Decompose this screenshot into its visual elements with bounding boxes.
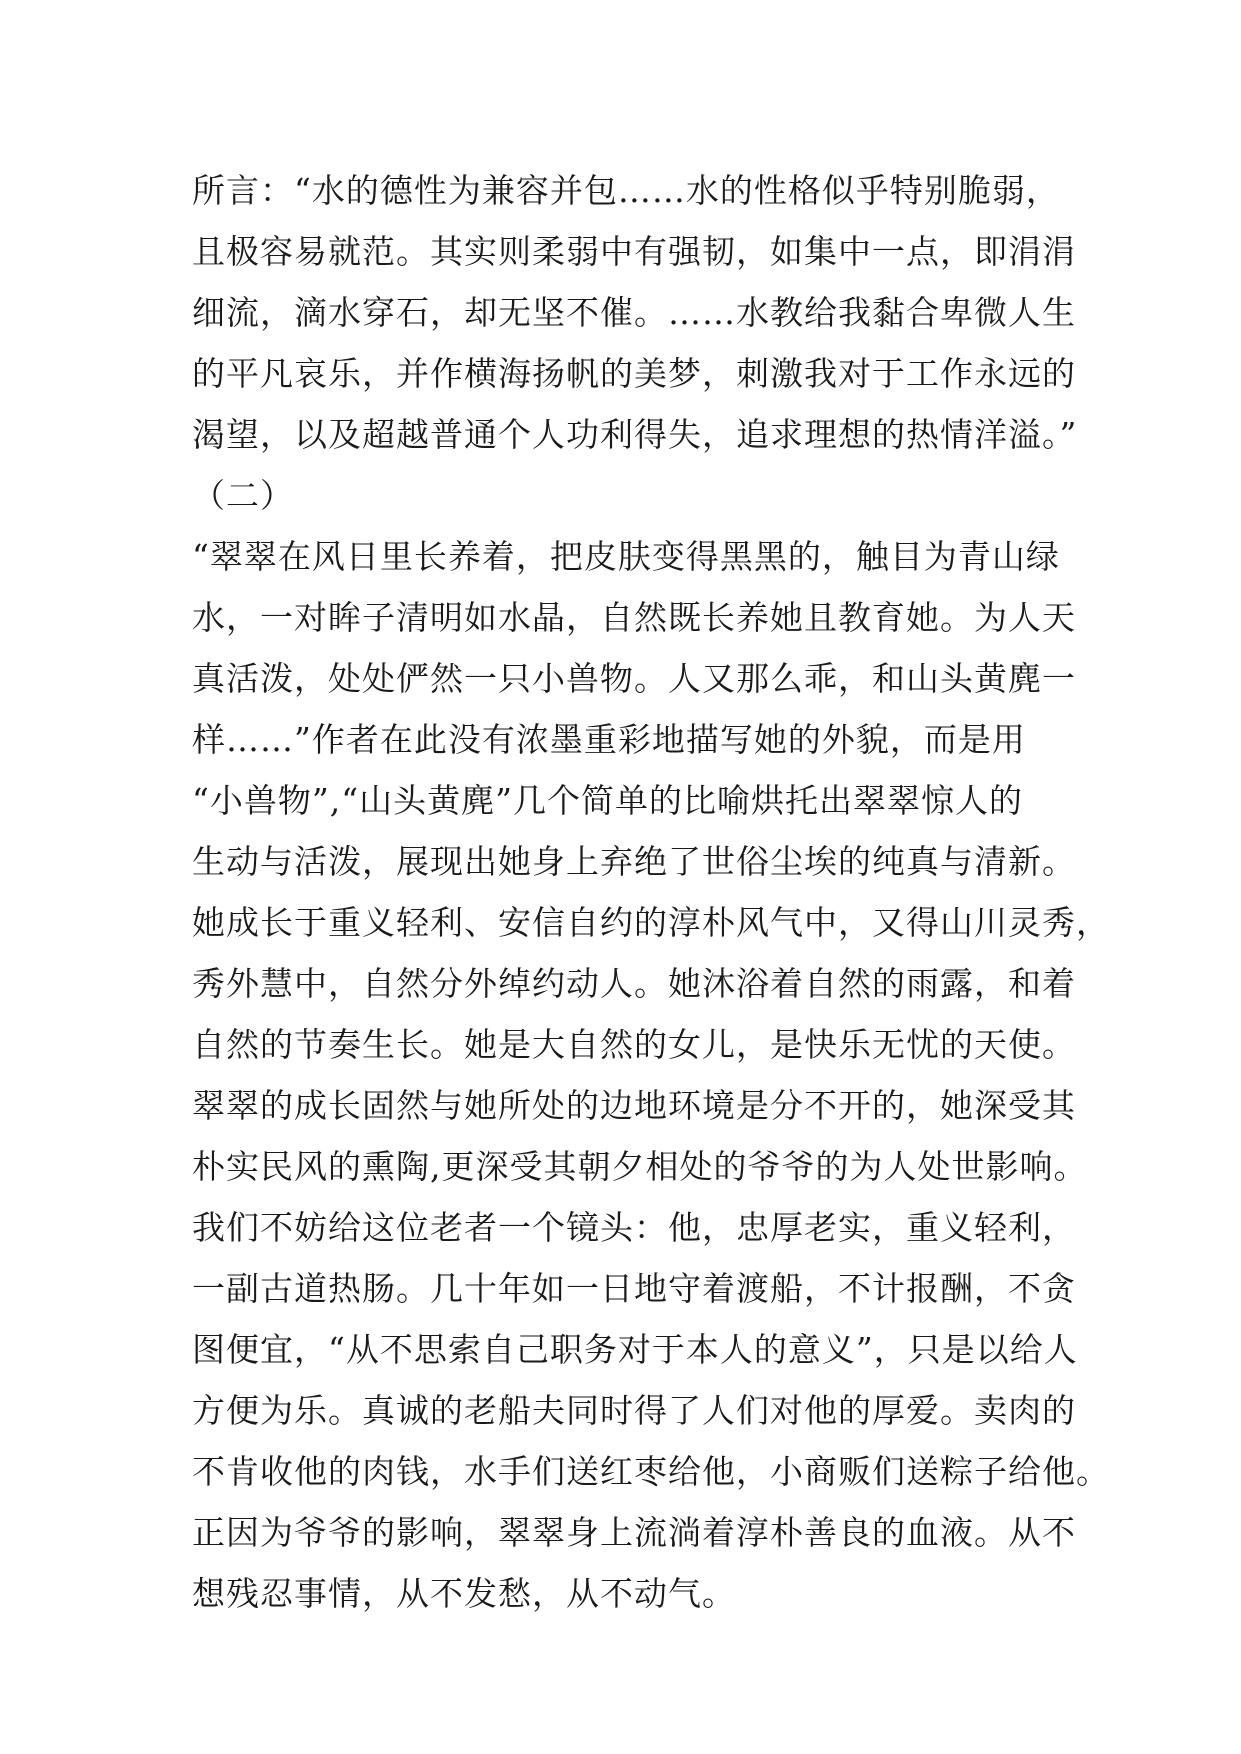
- text-line: 不肯收他的肉钱，水手们送红枣给他，小商贩们送粽子给他。: [192, 1452, 1110, 1491]
- text-line: 细流，滴水穿石，却无坚不催。……水教给我黏合卑微人生: [192, 293, 1076, 332]
- text-line: 想残忍事情，从不发愁，从不动气。: [192, 1574, 736, 1613]
- text-line: 样……”作者在此没有浓墨重彩地描写她的外貌，而是用: [192, 720, 1026, 759]
- text-line: 正因为爷爷的影响，翠翠身上流淌着淳朴善良的血液。从不: [192, 1513, 1076, 1552]
- text-line: 翠翠的成长固然与她所处的边地环境是分不开的，她深受其: [192, 1086, 1076, 1125]
- text-line: 朴实民风的熏陶,更深受其朝夕相处的爷爷的为人处世影响。: [192, 1147, 1088, 1186]
- text-line: 且极容易就范。其实则柔弱中有强韧，如集中一点，即涓涓: [192, 232, 1076, 271]
- text-line: 渴望，以及超越普通个人功利得失，追求理想的热情洋溢。”: [192, 415, 1078, 454]
- text-line: 秀外慧中，自然分外绰约动人。她沐浴着自然的雨露，和着: [192, 964, 1076, 1003]
- text-line: 方便为乐。真诚的老船夫同时得了人们对他的厚爱。卖肉的: [192, 1391, 1076, 1430]
- section-heading: （二）: [192, 476, 294, 515]
- text-line: 自然的节奏生长。她是大自然的女儿，是快乐无忧的天使。: [192, 1025, 1076, 1064]
- text-line: “小兽物”,“山头黄麂”几个简单的比喻烘托出翠翠惊人的: [192, 781, 1023, 820]
- text-line: 所言：“水的德性为兼容并包……水的性格似乎特别脆弱，: [192, 171, 1060, 210]
- text-line: 的平凡哀乐，并作横海扬帆的美梦，刺激我对于工作永远的: [192, 354, 1076, 393]
- body-text: [192, 160, 1110, 1624]
- text-line: 图便宜，“从不思索自己职务对于本人的意义”，只是以给人: [192, 1330, 1078, 1369]
- text-line: 真活泼，处处俨然一只小兽物。人又那么乖，和山头黄麂一: [192, 659, 1076, 698]
- text-line: 生动与活泼，展现出她身上弃绝了世俗尘埃的纯真与清新。: [192, 842, 1076, 881]
- text-line: 一副古道热肠。几十年如一日地守着渡船，不计报酬，不贪: [192, 1269, 1076, 1308]
- text-line: 我们不妨给这位老者一个镜头：他，忠厚老实，重义轻利，: [192, 1208, 1076, 1247]
- text-line: 水，一对眸子清明如水晶，自然既长养她且教育她。为人天: [192, 598, 1076, 637]
- text-line: 她成长于重义轻利、安信自约的淳朴风气中，又得山川灵秀，: [192, 903, 1110, 942]
- text-line: “翠翠在风日里长养着，把皮肤变得黑黑的，触目为青山绿: [192, 537, 1060, 576]
